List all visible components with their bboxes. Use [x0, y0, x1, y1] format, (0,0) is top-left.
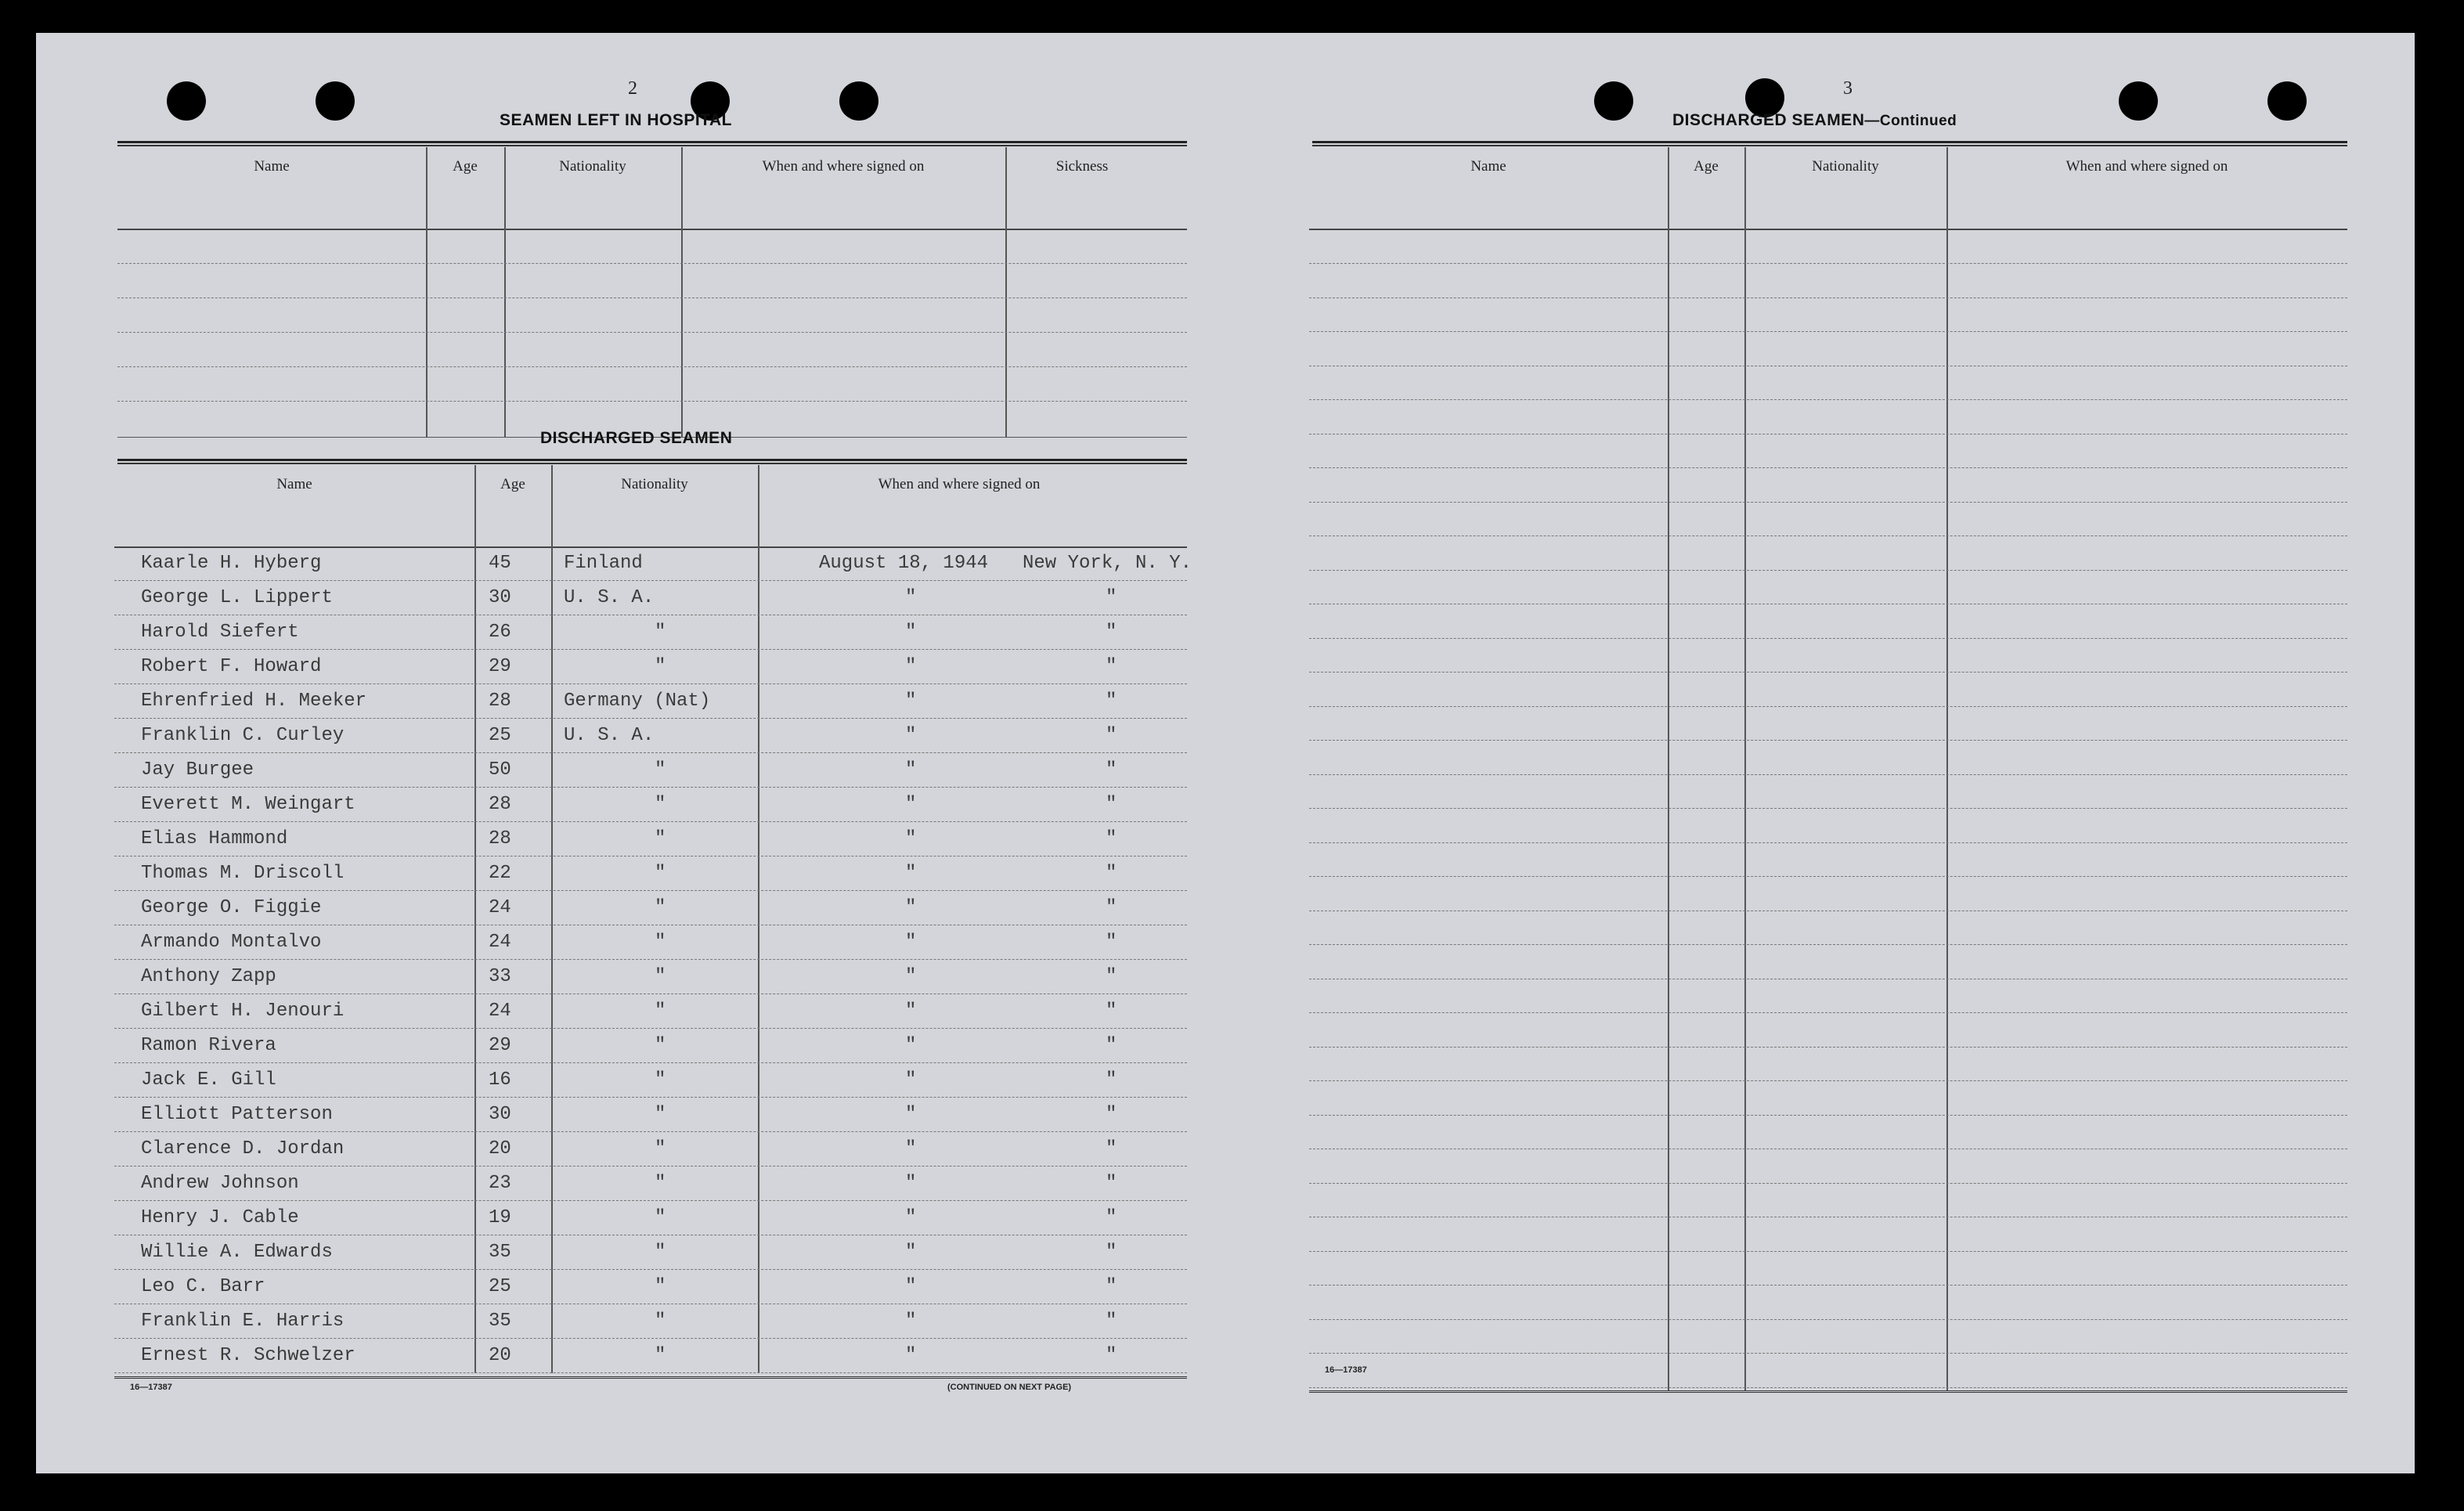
seaman-age: 23 — [489, 1173, 511, 1194]
page-number-left: 2 — [628, 78, 637, 99]
signed-on-place: " — [1106, 794, 1117, 815]
row-rule — [1309, 672, 2347, 673]
seaman-name: George L. Lippert — [141, 587, 333, 608]
seaman-nationality: " — [655, 828, 666, 849]
signed-on-date: " — [905, 966, 917, 987]
seaman-age: 25 — [489, 1276, 511, 1297]
signed-on-date: " — [905, 1276, 917, 1297]
seaman-nationality: " — [655, 794, 666, 815]
col-header-age: Age — [500, 476, 525, 492]
signed-on-place: " — [1106, 587, 1117, 608]
row-rule — [1309, 1183, 2347, 1184]
seaman-age: 28 — [489, 794, 511, 815]
signed-on-place: " — [1106, 1001, 1117, 1022]
row-rule — [1309, 434, 2347, 435]
table-row — [114, 1063, 1187, 1098]
form-number-right: 16—17387 — [1325, 1365, 1367, 1375]
header-rule — [117, 229, 1187, 230]
row-rule — [117, 332, 1187, 333]
seaman-name: Thomas M. Driscoll — [141, 863, 345, 884]
seaman-name: Leo C. Barr — [141, 1276, 265, 1297]
signed-on-date: " — [905, 587, 917, 608]
seaman-nationality: Finland — [564, 553, 643, 574]
seaman-name: Robert F. Howard — [141, 656, 322, 677]
seaman-age: 24 — [489, 897, 511, 918]
signed-on-place: " — [1106, 1242, 1117, 1263]
seaman-age: 25 — [489, 725, 511, 746]
row-rule — [1309, 502, 2347, 503]
signed-on-date: " — [905, 1207, 917, 1228]
seaman-nationality: U. S. A. — [564, 725, 655, 746]
col-header-signed-on: When and where signed on — [878, 476, 1041, 492]
continued-row-rules — [1309, 147, 2347, 1397]
row-rule — [1309, 1012, 2347, 1013]
table-bottom-rule — [1309, 1390, 2347, 1393]
seaman-age: 16 — [489, 1069, 511, 1091]
table-row — [114, 650, 1187, 684]
seaman-name: Elias Hammond — [141, 828, 288, 849]
seaman-age: 28 — [489, 691, 511, 712]
signed-on-place: " — [1106, 1035, 1117, 1056]
seaman-age: 33 — [489, 966, 511, 987]
row-rule — [1309, 876, 2347, 877]
seaman-age: 35 — [489, 1242, 511, 1263]
table-row — [114, 1235, 1187, 1270]
signed-on-date: " — [905, 622, 917, 643]
signed-on-place: " — [1106, 691, 1117, 712]
seaman-name: Jack E. Gill — [141, 1069, 276, 1091]
row-rule — [1309, 263, 2347, 264]
table-row — [114, 1339, 1187, 1373]
col-header-age: Age — [1694, 158, 1719, 175]
column-divider — [681, 147, 683, 437]
seaman-nationality: U. S. A. — [564, 587, 655, 608]
seaman-age: 24 — [489, 932, 511, 953]
seaman-age: 22 — [489, 863, 511, 884]
signed-on-place: " — [1106, 622, 1117, 643]
signed-on-date: " — [905, 1138, 917, 1159]
seaman-name: Franklin E. Harris — [141, 1311, 345, 1332]
col-header-nationality: Nationality — [1812, 158, 1879, 175]
table-row — [114, 546, 1192, 581]
signed-on-place: " — [1106, 1276, 1117, 1297]
seaman-name: Clarence D. Jordan — [141, 1138, 345, 1159]
seaman-name: Gilbert H. Jenouri — [141, 1001, 345, 1022]
seaman-age: 24 — [489, 1001, 511, 1022]
signed-on-date: " — [905, 932, 917, 953]
row-rule — [1309, 399, 2347, 400]
seaman-nationality: " — [655, 1311, 666, 1332]
table-row — [114, 1029, 1187, 1063]
col-header-name: Name — [1470, 158, 1506, 175]
table-row — [114, 891, 1187, 925]
table-row — [114, 925, 1187, 960]
seaman-nationality: " — [655, 897, 666, 918]
seaman-name: Ernest R. Schwelzer — [141, 1345, 355, 1366]
row-rule — [1309, 774, 2347, 775]
seaman-nationality: " — [655, 863, 666, 884]
page-number-right: 3 — [1843, 78, 1853, 99]
table-row — [114, 1098, 1187, 1132]
col-header-name: Name — [276, 476, 312, 492]
signed-on-date: " — [905, 1001, 917, 1022]
signed-on-place: " — [1106, 759, 1117, 781]
continued-table — [1309, 147, 2347, 1397]
row-rule — [117, 263, 1187, 264]
signed-on-place: " — [1106, 1311, 1117, 1332]
signed-on-place: " — [1106, 1104, 1117, 1125]
hospital-table — [117, 147, 1187, 442]
signed-on-place: " — [1106, 863, 1117, 884]
signed-on-date: " — [905, 1242, 917, 1263]
row-rule — [1309, 1251, 2347, 1252]
row-rule — [1309, 706, 2347, 707]
signed-on-date: " — [905, 1311, 917, 1332]
signed-on-place: " — [1106, 1173, 1117, 1194]
col-header-signed-on: When and where signed on — [762, 158, 925, 175]
seaman-age: 28 — [489, 828, 511, 849]
seaman-name: Armando Montalvo — [141, 932, 322, 953]
signed-on-place: " — [1106, 966, 1117, 987]
seaman-nationality: " — [655, 966, 666, 987]
table-row — [114, 581, 1187, 615]
seaman-nationality: Germany (Nat) — [564, 691, 711, 712]
signed-on-place: " — [1106, 1069, 1117, 1091]
signed-on-date: " — [905, 1173, 917, 1194]
signed-on-date: " — [905, 1035, 917, 1056]
column-divider — [1005, 147, 1007, 437]
table-row — [114, 1304, 1187, 1339]
signed-on-place: New York, N. Y. — [1023, 553, 1192, 574]
col-header-signed-on: When and where signed on — [2065, 158, 2228, 175]
signed-on-place: " — [1106, 828, 1117, 849]
binder-hole — [2267, 81, 2307, 121]
signed-on-place: " — [1106, 1138, 1117, 1159]
row-rule — [117, 401, 1187, 402]
row-rule — [1309, 570, 2347, 571]
binder-hole — [2119, 81, 2158, 121]
table-row — [114, 1132, 1187, 1167]
signed-on-place: " — [1106, 656, 1117, 677]
table-row — [114, 1201, 1187, 1235]
table-row — [114, 719, 1187, 753]
row-rule — [1309, 842, 2347, 843]
seaman-name: Anthony Zapp — [141, 966, 276, 987]
seaman-age: 45 — [489, 553, 511, 574]
binder-hole — [167, 81, 206, 121]
signed-on-date: " — [905, 759, 917, 781]
document-sheet — [36, 33, 2415, 1473]
signed-on-date: " — [905, 863, 917, 884]
form-number-left: 16—17387 — [130, 1383, 172, 1392]
seaman-nationality: " — [655, 1104, 666, 1125]
signed-on-date: " — [905, 656, 917, 677]
col-header-age: Age — [453, 158, 478, 175]
row-rule — [1309, 1353, 2347, 1354]
seaman-name: Elliott Patterson — [141, 1104, 333, 1125]
signed-on-date: " — [905, 897, 917, 918]
continued-section-title — [1672, 111, 1957, 130]
row-rule — [1309, 1080, 2347, 1081]
rule — [1312, 141, 2347, 146]
seaman-name: Andrew Johnson — [141, 1173, 299, 1194]
discharged-table — [114, 465, 1192, 1411]
seaman-age: 20 — [489, 1138, 511, 1159]
seaman-name: Harold Siefert — [141, 622, 299, 643]
col-header-nationality: Nationality — [559, 158, 626, 175]
signed-on-place: " — [1106, 932, 1117, 953]
discharged-rows — [114, 546, 1192, 1373]
signed-on-place: " — [1106, 1207, 1117, 1228]
seaman-nationality: " — [655, 759, 666, 781]
seaman-name: George O. Figgie — [141, 897, 322, 918]
seaman-nationality: " — [655, 1173, 666, 1194]
column-divider — [426, 147, 428, 437]
row-rule — [1309, 1285, 2347, 1286]
seaman-name: Franklin C. Curley — [141, 725, 345, 746]
table-row — [114, 822, 1187, 856]
seaman-nationality: " — [655, 1138, 666, 1159]
seaman-name: Willie A. Edwards — [141, 1242, 333, 1263]
hospital-section-title: SEAMEN LEFT IN HOSPITAL — [500, 111, 732, 129]
seaman-nationality: " — [655, 1345, 666, 1366]
signed-on-date: " — [905, 691, 917, 712]
row-rule — [1309, 1115, 2347, 1116]
row-rule — [1309, 808, 2347, 809]
seaman-nationality: " — [655, 1035, 666, 1056]
row-rule — [114, 1372, 1187, 1373]
row-rule — [1309, 467, 2347, 468]
signed-on-date: " — [905, 1069, 917, 1091]
row-rule — [1309, 1047, 2347, 1048]
binder-hole — [1594, 81, 1633, 121]
seaman-name: Everett M. Weingart — [141, 794, 355, 815]
signed-on-date: " — [905, 1345, 917, 1366]
row-rule — [117, 366, 1187, 367]
table-row — [114, 684, 1187, 719]
row-rule — [1309, 638, 2347, 639]
row-rule — [1309, 1387, 2347, 1388]
seaman-name: Jay Burgee — [141, 759, 254, 781]
signed-on-place: " — [1106, 725, 1117, 746]
table-row — [114, 960, 1187, 994]
rule — [117, 141, 1187, 146]
signed-on-date: " — [905, 828, 917, 849]
seaman-nationality: " — [655, 1001, 666, 1022]
seaman-age: 35 — [489, 1311, 511, 1332]
table-row — [114, 753, 1187, 788]
continued-note: (CONTINUED ON NEXT PAGE) — [947, 1383, 1072, 1392]
seaman-age: 50 — [489, 759, 511, 781]
seaman-nationality: " — [655, 1242, 666, 1263]
seaman-age: 20 — [489, 1345, 511, 1366]
signed-on-date: " — [905, 1104, 917, 1125]
table-row — [114, 788, 1187, 822]
binder-hole — [316, 81, 355, 121]
seaman-nationality: " — [655, 656, 666, 677]
seaman-age: 30 — [489, 587, 511, 608]
seaman-age: 29 — [489, 1035, 511, 1056]
seaman-nationality: " — [655, 932, 666, 953]
seaman-age: 26 — [489, 622, 511, 643]
col-header-sickness: Sickness — [1055, 158, 1109, 175]
seaman-nationality: " — [655, 622, 666, 643]
continued-title-main: DISCHARGED SEAMEN — [1672, 111, 1865, 129]
signed-on-place: " — [1106, 1345, 1117, 1366]
table-row — [114, 1167, 1187, 1201]
signed-on-date: August 18, 1944 — [819, 553, 989, 574]
seaman-age: 29 — [489, 656, 511, 677]
table-bottom-rule — [114, 1376, 1187, 1379]
signed-on-date: " — [905, 794, 917, 815]
seaman-nationality: " — [655, 1069, 666, 1091]
row-rule — [1309, 740, 2347, 741]
seaman-name: Henry J. Cable — [141, 1207, 299, 1228]
table-row — [114, 1270, 1187, 1304]
seaman-name: Ramon Rivera — [141, 1035, 276, 1056]
seaman-age: 30 — [489, 1104, 511, 1125]
seaman-nationality: " — [655, 1207, 666, 1228]
signed-on-place: " — [1106, 897, 1117, 918]
table-row — [114, 856, 1187, 891]
seaman-age: 19 — [489, 1207, 511, 1228]
binder-hole — [839, 81, 878, 121]
table-row — [114, 994, 1187, 1029]
continued-title-suffix: —Continued — [1864, 113, 1957, 129]
col-header-name: Name — [254, 158, 290, 175]
discharged-section-title: DISCHARGED SEAMEN — [540, 429, 733, 447]
seaman-name: Kaarle H. Hyberg — [141, 553, 322, 574]
row-rule — [1309, 944, 2347, 945]
seaman-nationality: " — [655, 1276, 666, 1297]
row-rule — [1309, 331, 2347, 332]
rule — [117, 459, 1187, 464]
seaman-name: Ehrenfried H. Meeker — [141, 691, 367, 712]
col-header-nationality: Nationality — [621, 476, 688, 492]
row-rule — [1309, 1319, 2347, 1320]
signed-on-date: " — [905, 725, 917, 746]
table-row — [114, 615, 1187, 650]
column-divider — [504, 147, 506, 437]
